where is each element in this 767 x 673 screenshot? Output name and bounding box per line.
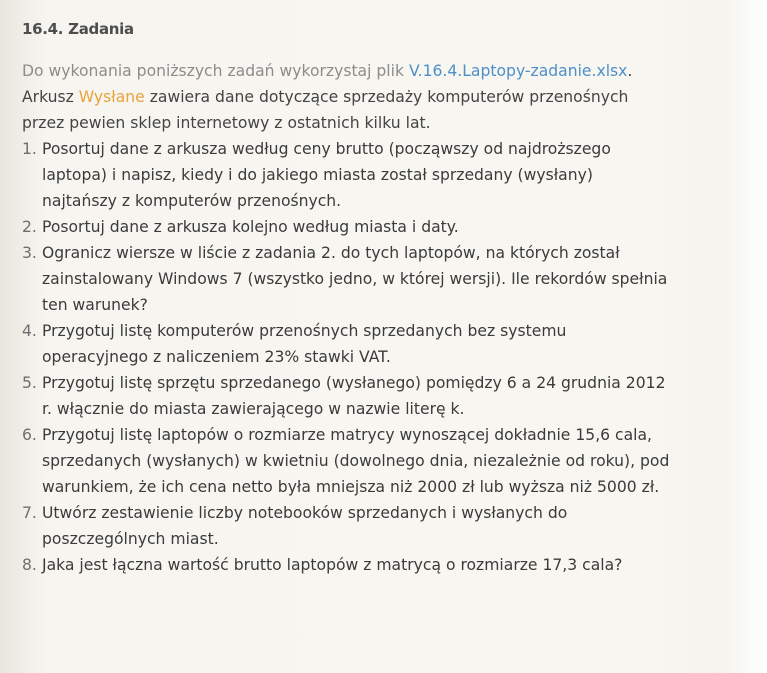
sheet-name: Wysłane	[78, 88, 145, 106]
task-item-8	[22, 552, 672, 578]
section-title: 16.4. Zadania	[22, 20, 134, 38]
task-item-2	[22, 214, 672, 240]
task-text: Przygotuj listę sprzętu sprzedanego (wysłanego) pomiędzy 6 a 24 grudnia 2012 r. włącznie do miasta zawierającego w nazwie literę k.	[42, 374, 666, 418]
task-number: 7.	[22, 504, 37, 522]
task-item-7	[22, 500, 672, 552]
task-item-3	[22, 240, 672, 318]
task-text: Przygotuj listę laptopów o rozmiarze matrycy wynoszącej dokładnie 15,6 cala, sprzedanych (wysłanych) w kwietniu (dowolnego dnia, niezależnie od roku), pod warunkiem, że ich cena netto była mniejsza niż 2000 zł lub wyższa niż 5000 zł.	[42, 426, 670, 496]
task-item-6	[22, 422, 672, 500]
file-name: V.16.4.Laptopy-zadanie.xlsx	[408, 62, 628, 80]
task-text: Jaka jest łączna wartość brutto laptopów z matrycą o rozmiarze 17,3 cala?	[42, 556, 623, 574]
task-list	[22, 136, 672, 578]
intro-paragraph	[22, 58, 672, 136]
task-text: Ogranicz wiersze w liście z zadania 2. do tych laptopów, na których został zainstalowany Windows 7 (wszystko jedno, w której wersji). Ile rekordów spełnia ten warunek?	[42, 244, 668, 314]
task-item-5	[22, 370, 672, 422]
task-number: 8.	[22, 556, 37, 574]
task-number: 3.	[22, 244, 37, 262]
task-item-4	[22, 318, 672, 370]
task-text: Utwórz zestawienie liczby notebooków sprzedanych i wysłanych do poszczególnych miast.	[42, 504, 568, 548]
task-number: 1.	[22, 140, 37, 158]
task-text: Posortuj dane z arkusza kolejno według miasta i daty.	[42, 218, 459, 236]
task-number: 6.	[22, 426, 37, 444]
task-number: 2.	[22, 218, 37, 236]
page-edge	[721, 0, 767, 673]
task-item-1	[22, 136, 672, 214]
task-text: Posortuj dane z arkusza według ceny brutto (począwszy od najdroższego laptopa) i napisz, kiedy i do jakiego miasta został sprzedany (wysłany) najtańszy z komputerów przenośnych.	[42, 140, 611, 210]
task-number: 4.	[22, 322, 37, 340]
intro-after: zawiera dane dotyczące sprzedaży komputerów przenośnych przez pewien sklep internetowy z ostatnich kilku lat.	[22, 88, 629, 132]
intro-before: Do wykonania poniższych zadań wykorzystaj plik	[22, 62, 409, 80]
intro-mid: . Arkusz	[22, 62, 633, 106]
task-number: 5.	[22, 374, 37, 392]
task-text: Przygotuj listę komputerów przenośnych sprzedanych bez systemu operacyjnego z naliczeniem 23% stawki VAT.	[42, 322, 567, 366]
